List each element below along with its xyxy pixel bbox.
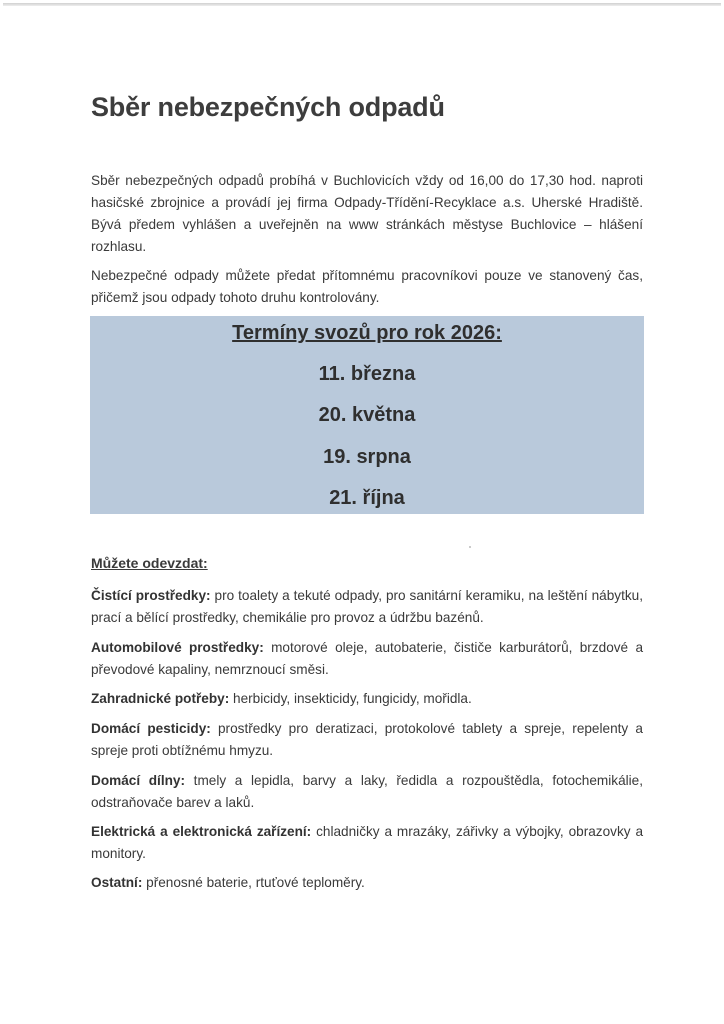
schedule-date: 19. srpna <box>323 446 411 468</box>
item-label: Ostatní: <box>91 875 143 890</box>
scan-edge-line <box>3 3 721 6</box>
item-label: Čistící prostředky: <box>91 588 211 603</box>
accepted-item <box>91 718 643 762</box>
scan-speck <box>469 546 471 548</box>
schedule-date: 11. března <box>318 363 416 385</box>
schedule-title: Termíny svozů pro rok 2026: <box>232 322 502 344</box>
item-text: herbicidy, insekticidy, fungicidy, mořidla. <box>229 691 472 706</box>
accepted-item <box>91 770 643 814</box>
item-text: pro toalety a tekuté odpady, pro sanitární keramiku, na leštění nábytku, prací a bělící prostředky, chemikálie pro provoz a údržbu bazénů. <box>91 588 644 625</box>
accepted-item <box>91 821 643 865</box>
control-paragraph: Nebezpečné odpady můžete předat přítomnému pracovníkovi pouze ve stanovený čas, přičemž jsou odpady tohoto druhu kontrolovány. <box>91 268 643 305</box>
item-text: prostředky pro deratizaci, protokolové tablety a spreje, repelenty a spreje proti obtížnému hmyzu. <box>91 721 643 758</box>
item-label: Automobilové prostředky: <box>91 640 264 655</box>
accepted-item <box>91 585 643 629</box>
item-label: Domácí pesticidy: <box>91 721 211 736</box>
item-label: Elektrická a elektronická zařízení: <box>91 824 312 839</box>
item-label: Zahradnické potřeby: <box>91 691 230 706</box>
accepted-item <box>91 688 643 710</box>
schedule-box <box>90 316 644 514</box>
item-text: přenosné baterie, rtuťové teploměry. <box>142 875 365 890</box>
item-text: tmely a lepidla, barvy a laky, ředidla a rozpouštědla, fotochemikálie, odstraňovače barev a laků. <box>91 773 644 810</box>
accepted-item <box>91 872 643 894</box>
page-title: Sběr nebezpečných odpadů <box>91 92 445 122</box>
item-label: Domácí dílny: <box>91 773 186 788</box>
intro-paragraph: Sběr nebezpečných odpadů probíhá v Buchlovicích vždy od 16,00 do 17,30 hod. naproti hasičské zbrojnice a provádí jej firma Odpady-Třídění-Recyklace a.s. Uherské Hradiště. Bývá předem vyhlášen a uveřejněn na www stránkách městyse Buchlovice – hlášení rozhlasu. <box>91 173 643 254</box>
accepted-item <box>91 637 643 681</box>
schedule-date: 21. října <box>329 487 405 509</box>
schedule-date: 20. května <box>318 404 416 426</box>
item-text: motorové oleje, autobaterie, čističe karburátorů, brzdové a převodové kapaliny, nemrznoucí směsi. <box>91 640 643 677</box>
accepted-heading: Můžete odevzdat: <box>91 555 208 571</box>
item-text: chladničky a mrazáky, zářivky a výbojky, obrazovky a monitory. <box>91 824 643 861</box>
